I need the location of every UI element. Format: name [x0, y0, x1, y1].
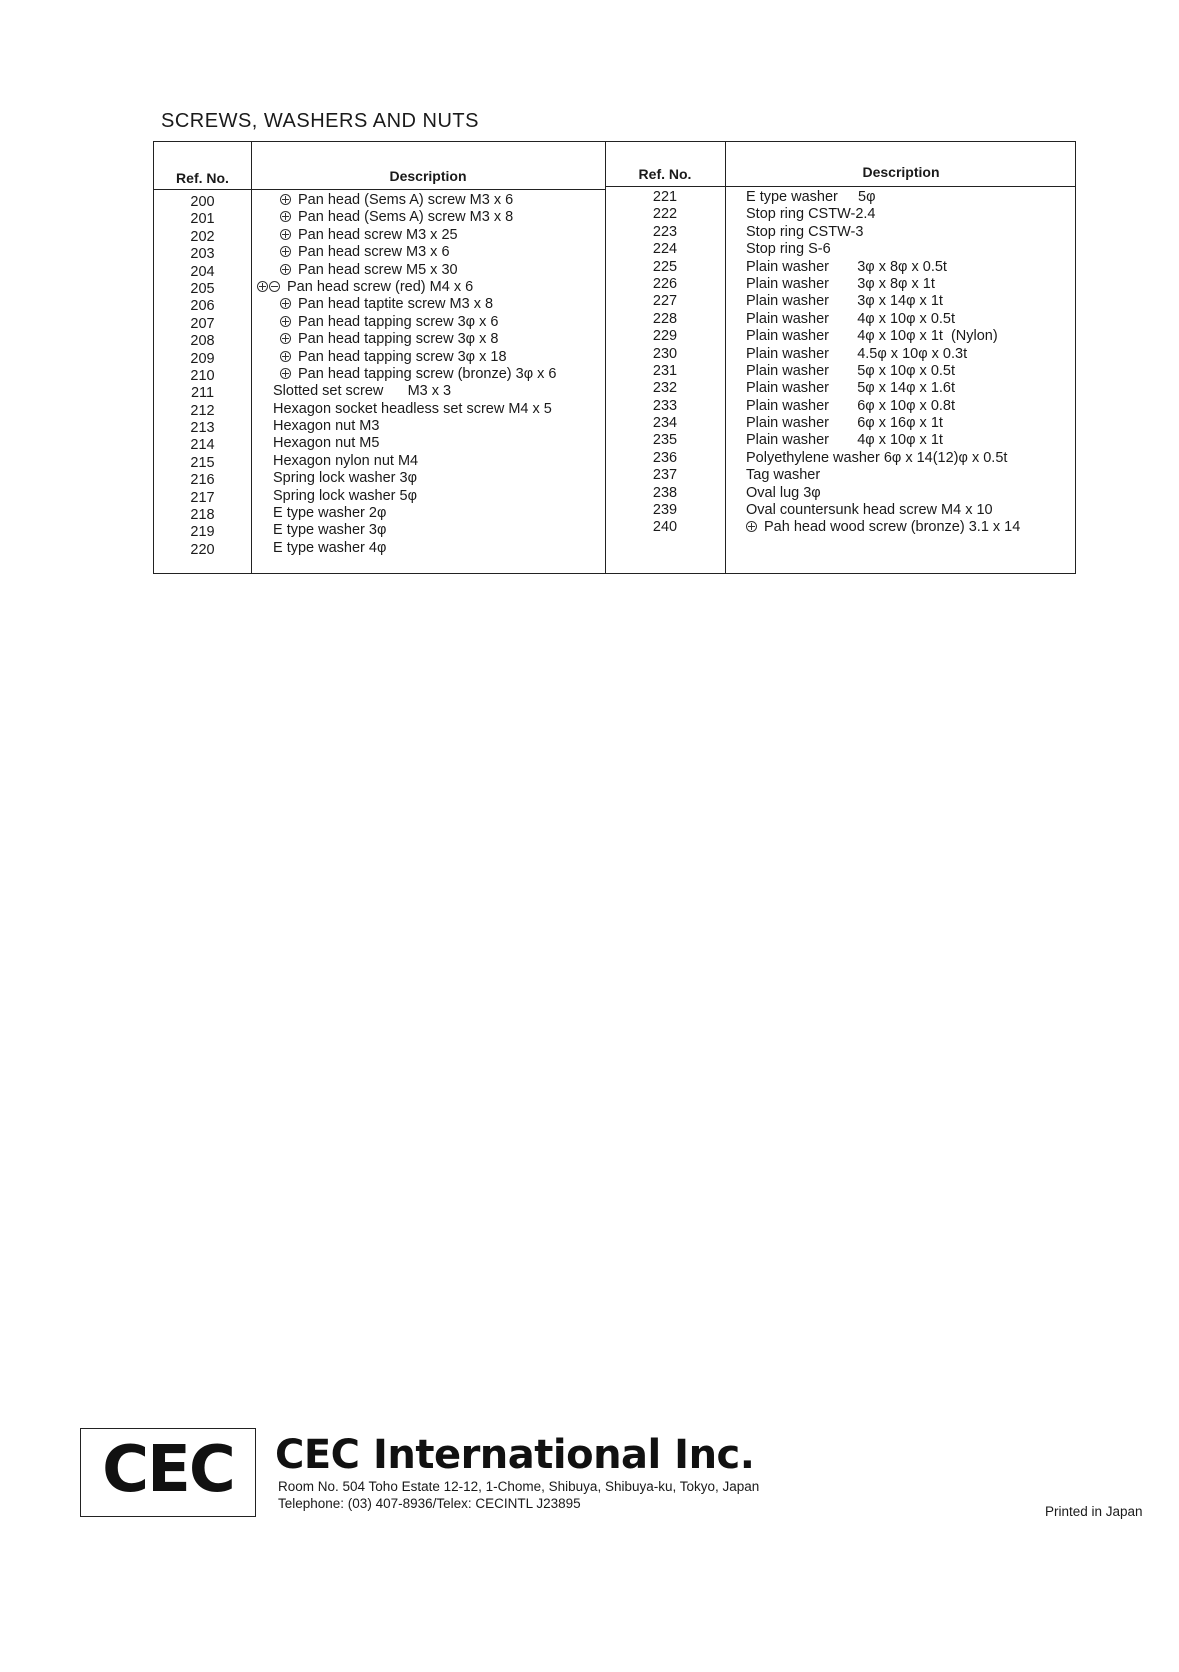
- phillips-head-icon: [280, 264, 291, 275]
- part-description: [746, 502, 1020, 519]
- ref-number: 228: [652, 310, 678, 327]
- ref-number: 229: [652, 328, 678, 345]
- ref-number: 201: [190, 211, 215, 228]
- header-divider: [605, 186, 1075, 187]
- description-text: Stop ring CSTW-3: [746, 223, 864, 240]
- description-text: E type washer 4φ: [273, 539, 387, 556]
- header-divider: [154, 189, 605, 190]
- part-description: [280, 279, 556, 296]
- phillips-head-icon: [280, 229, 291, 240]
- part-description: [280, 244, 556, 261]
- ref-header-right: Ref. No.: [638, 166, 692, 182]
- ref-number: 237: [652, 467, 678, 484]
- part-description: [273, 435, 556, 452]
- part-description: [746, 467, 1020, 484]
- description-text: Plain washer 4φ x 10φ x 1t (Nylon): [746, 328, 998, 345]
- part-description: [280, 331, 556, 348]
- part-description: [273, 488, 556, 505]
- part-description: [746, 346, 1020, 363]
- description-text: Plain washer 6φ x 10φ x 0.8t: [746, 397, 956, 414]
- ref-number: 204: [190, 263, 215, 280]
- part-description: [280, 314, 556, 331]
- description-text: Plain washer 3φ x 8φ x 0.5t: [746, 258, 947, 275]
- ref-number: 220: [190, 541, 215, 558]
- address-line: Room No. 504 Toho Estate 12-12, 1-Chome, Shibuya, Shibuya-ku, Tokyo, Japan: [278, 1479, 760, 1494]
- ref-number: 216: [190, 472, 215, 489]
- description-text: Plain washer 4φ x 10φ x 1t: [746, 432, 943, 449]
- slotted-head-icon: [269, 281, 280, 292]
- ref-number: 232: [652, 380, 678, 397]
- part-description: [273, 453, 556, 470]
- part-description: [280, 366, 556, 383]
- part-description: [746, 328, 1020, 345]
- description-text: E type washer 3φ: [273, 522, 387, 539]
- description-text: Pan head tapping screw (bronze) 3φ x 6: [298, 365, 557, 382]
- phillips-head-icon: [746, 521, 757, 532]
- ref-number: 213: [190, 420, 215, 437]
- description-text: Pan head tapping screw 3φ x 18: [298, 348, 507, 365]
- parts-table: [153, 141, 1076, 574]
- section-title: SCREWS, WASHERS AND NUTS: [161, 110, 479, 132]
- description-header-left: Description: [389, 168, 467, 184]
- ref-number: 212: [190, 402, 215, 419]
- description-text: Plain washer 6φ x 16φ x 1t: [746, 415, 943, 432]
- part-description: [280, 192, 556, 209]
- ref-number: 234: [652, 415, 678, 432]
- part-description: [746, 398, 1020, 415]
- description-text: Pan head screw M3 x 25: [298, 226, 458, 243]
- phillips-head-icon: [280, 316, 291, 327]
- column-divider: [251, 142, 252, 573]
- part-description: [273, 418, 556, 435]
- description-text: Pah head wood screw (bronze) 3.1 x 14: [764, 519, 1021, 536]
- part-description: [746, 241, 1020, 258]
- description-text: Pan head taptite screw M3 x 8: [298, 296, 494, 313]
- part-description: [273, 522, 556, 539]
- description-text: Plain washer 5φ x 14φ x 1.6t: [746, 380, 956, 397]
- part-description: [746, 380, 1020, 397]
- ref-number: 225: [652, 258, 678, 275]
- ref-number: 223: [652, 223, 678, 240]
- part-description: [280, 209, 556, 226]
- description-text: Spring lock washer 3φ: [273, 470, 417, 487]
- ref-number: 205: [190, 280, 215, 297]
- description-text: Polyethylene washer 6φ x 14(12)φ x 0.5t: [746, 449, 1008, 466]
- phillips-head-icon: [280, 194, 291, 205]
- ref-number: 211: [190, 385, 215, 402]
- description-text: Plain washer 3φ x 14φ x 1t: [746, 293, 943, 310]
- ref-number: 222: [652, 206, 678, 223]
- description-text: Pan head screw M3 x 6: [298, 244, 450, 261]
- ref-number: 218: [190, 507, 215, 524]
- company-address: [278, 1478, 759, 1512]
- description-text: Pan head screw M5 x 30: [298, 261, 458, 278]
- description-text: Plain washer 4φ x 10φ x 0.5t: [746, 310, 956, 327]
- description-text: Spring lock washer 5φ: [273, 487, 417, 504]
- description-text: Hexagon socket headless set screw M4 x 5: [273, 400, 552, 417]
- description-text: Stop ring S-6: [746, 241, 831, 258]
- phillips-head-icon: [280, 368, 291, 379]
- ref-number: 209: [190, 350, 215, 367]
- company-name: CEC International Inc.: [275, 1432, 755, 1478]
- ref-number: 214: [190, 437, 215, 454]
- part-description: [746, 206, 1020, 223]
- ref-number: 239: [652, 502, 678, 519]
- printed-in-japan: Printed in Japan: [1045, 1504, 1143, 1519]
- part-description: [746, 259, 1020, 276]
- ref-number: 227: [652, 293, 678, 310]
- part-description: [746, 363, 1020, 380]
- description-text: Pan head (Sems A) screw M3 x 8: [298, 209, 514, 226]
- phillips-head-icon: [280, 351, 291, 362]
- description-text: Plain washer 4.5φ x 10φ x 0.3t: [746, 345, 968, 362]
- ref-number: 202: [190, 228, 215, 245]
- part-description: [746, 485, 1020, 502]
- ref-number: 221: [652, 189, 678, 205]
- description-text: E type washer 2φ: [273, 505, 387, 522]
- part-description: [280, 296, 556, 313]
- description-text: Oval lug 3φ: [746, 484, 821, 501]
- phillips-head-icon: [280, 298, 291, 309]
- description-text: Stop ring CSTW-2.4: [746, 206, 876, 223]
- part-description: [280, 227, 556, 244]
- part-description: [746, 311, 1020, 328]
- ref-number: 236: [652, 449, 678, 466]
- ref-number: 230: [652, 345, 678, 362]
- left-description-column: [273, 192, 557, 557]
- ref-number: 217: [190, 489, 215, 506]
- ref-number: 224: [652, 241, 678, 258]
- telephone-line: Telephone: (03) 407-8936/Telex: CECINTL J23895: [278, 1496, 581, 1511]
- part-description: [273, 401, 556, 418]
- ref-number: 206: [190, 298, 215, 315]
- description-text: Slotted set screw M3 x 3: [273, 383, 452, 400]
- description-text: Tag washer: [746, 467, 821, 484]
- right-ref-column: [605, 189, 725, 537]
- cec-logo: [80, 1428, 256, 1517]
- ref-number: 210: [190, 367, 215, 384]
- ref-number: 231: [652, 362, 678, 379]
- description-text: Pan head tapping screw 3φ x 6: [298, 313, 499, 330]
- description-header-right: Description: [862, 164, 940, 180]
- description-text: Plain washer 5φ x 10φ x 0.5t: [746, 362, 956, 379]
- logo-text: CEC: [102, 1433, 234, 1507]
- part-description: [280, 349, 556, 366]
- ref-number: 226: [652, 275, 678, 292]
- description-text: Hexagon nut M5: [273, 435, 380, 452]
- ref-number: 233: [652, 397, 678, 414]
- part-description: [746, 519, 1020, 536]
- part-description: [273, 540, 556, 557]
- part-description: [273, 383, 556, 400]
- description-text: E type washer 5φ: [746, 189, 876, 205]
- phillips-head-icon: [280, 333, 291, 344]
- ref-number: 208: [190, 333, 215, 350]
- ref-number: 238: [652, 484, 678, 501]
- right-description-column: [746, 189, 1020, 537]
- phillips-head-icon: [280, 211, 291, 222]
- description-text: Hexagon nut M3: [273, 418, 380, 435]
- ref-number: 203: [190, 246, 215, 263]
- description-text: Oval countersunk head screw M4 x 10: [746, 502, 993, 519]
- description-text: Pan head tapping screw 3φ x 8: [298, 331, 499, 348]
- ref-number: 215: [190, 454, 215, 471]
- part-description: [746, 415, 1020, 432]
- description-text: Pan head screw (red) M4 x 6: [287, 278, 474, 295]
- part-description: [746, 189, 1020, 206]
- part-description: [273, 505, 556, 522]
- ref-number: 207: [190, 315, 215, 332]
- part-description: [746, 432, 1020, 449]
- phillips-head-icon: [280, 246, 291, 257]
- ref-header-left: Ref. No.: [176, 170, 229, 186]
- description-text: Hexagon nylon nut M4: [273, 452, 419, 469]
- part-description: [746, 293, 1020, 310]
- part-description: [280, 262, 556, 279]
- part-description: [746, 276, 1020, 293]
- ref-number: 200: [190, 194, 215, 210]
- column-divider: [725, 142, 726, 573]
- description-text: Plain washer 3φ x 8φ x 1t: [746, 275, 935, 292]
- part-description: [746, 450, 1020, 467]
- part-description: [746, 224, 1020, 241]
- description-text: Pan head (Sems A) screw M3 x 6: [298, 192, 514, 208]
- left-ref-column: [154, 194, 251, 559]
- phillips-head-icon: [257, 281, 268, 292]
- ref-number: 235: [652, 432, 678, 449]
- ref-number: 219: [190, 524, 215, 541]
- ref-number: 240: [652, 519, 678, 536]
- part-description: [273, 470, 556, 487]
